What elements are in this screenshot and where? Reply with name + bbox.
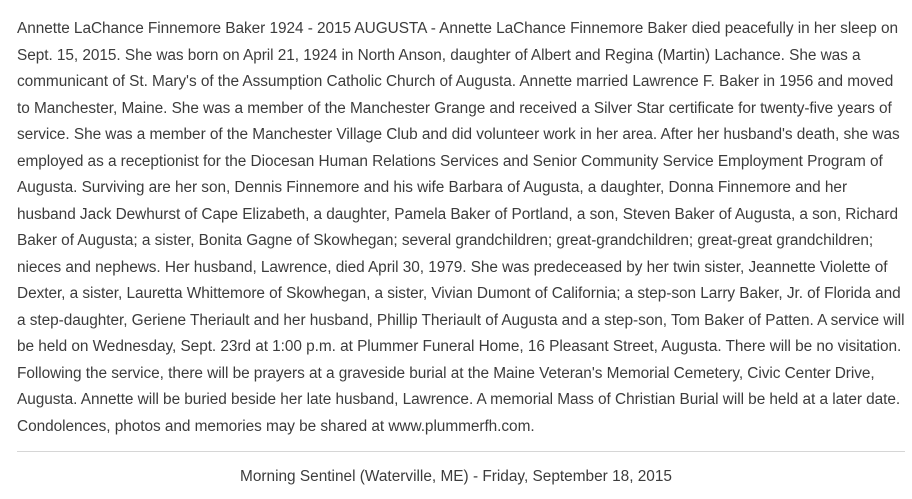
publication-source-line: Morning Sentinel (Waterville, ME) - Friday, September 18, 2015: [240, 468, 672, 485]
divider: [17, 451, 905, 452]
obituary-body-text: Annette LaChance Finnemore Baker 1924 - 2015 AUGUSTA - Annette LaChance Finnemore Baker died peacefully in her sleep on Sept. 15, 2015. She was born on April 21, 1924 in North Anson, daughter of Albert and Regina (Martin) Lachance. She was a communicant of St. Mary's of the Assumption Catholic Church of Augusta. Annette married Lawrence F. Baker in 1956 and moved to Manchester, Maine. She was a member of the Manchester Grange and received a Silver Star certificate for twenty-five years of service. She was a member of the Manchester Village Club and did volunteer work in her area. After her husband's death, she was employed as a receptionist for the Diocesan Human Relations Services and Senior Community Service Employment Program of Augusta. Surviving are her son, Dennis Finnemore and his wife Barbara of Augusta, a daughter, Donna Finnemore and her husband Jack Dewhurst of Cape Elizabeth, a daughter, Pamela Baker of Portland, a son, Steven Baker of Augusta, a son, Richard Baker of Augusta; a sister, Bonita Gagne of Skowhegan; several grandchildren; great-grandchildren; great-great grandchildren; nieces and nephews. Her husband, Lawrence, died April 30, 1979. She was predeceased by her twin sister, Jeannette Violette of Dexter, a sister, Lauretta Whittemore of Skowhegan, a sister, Vivian Dumont of California; a step-son Larry Baker, Jr. of Florida and a step-daughter, Geriene Theriault and her husband, Phillip Theriault of Augusta and a step-son, Tom Baker of Patten. A service will be held on Wednesday, Sept. 23rd at 1:00 p.m. at Plummer Funeral Home, 16 Pleasant Street, Augusta. There will be no visitation. Following the service, there will be prayers at a graveside burial at the Maine Veteran's Memorial Cemetery, Civic Center Drive, Augusta. Annette will be buried beside her late husband, Lawrence. A memorial Mass of Christian Burial will be held at a later date. Condolences, photos and memories may be shared at www.plummerfh.com.: [17, 20, 905, 435]
